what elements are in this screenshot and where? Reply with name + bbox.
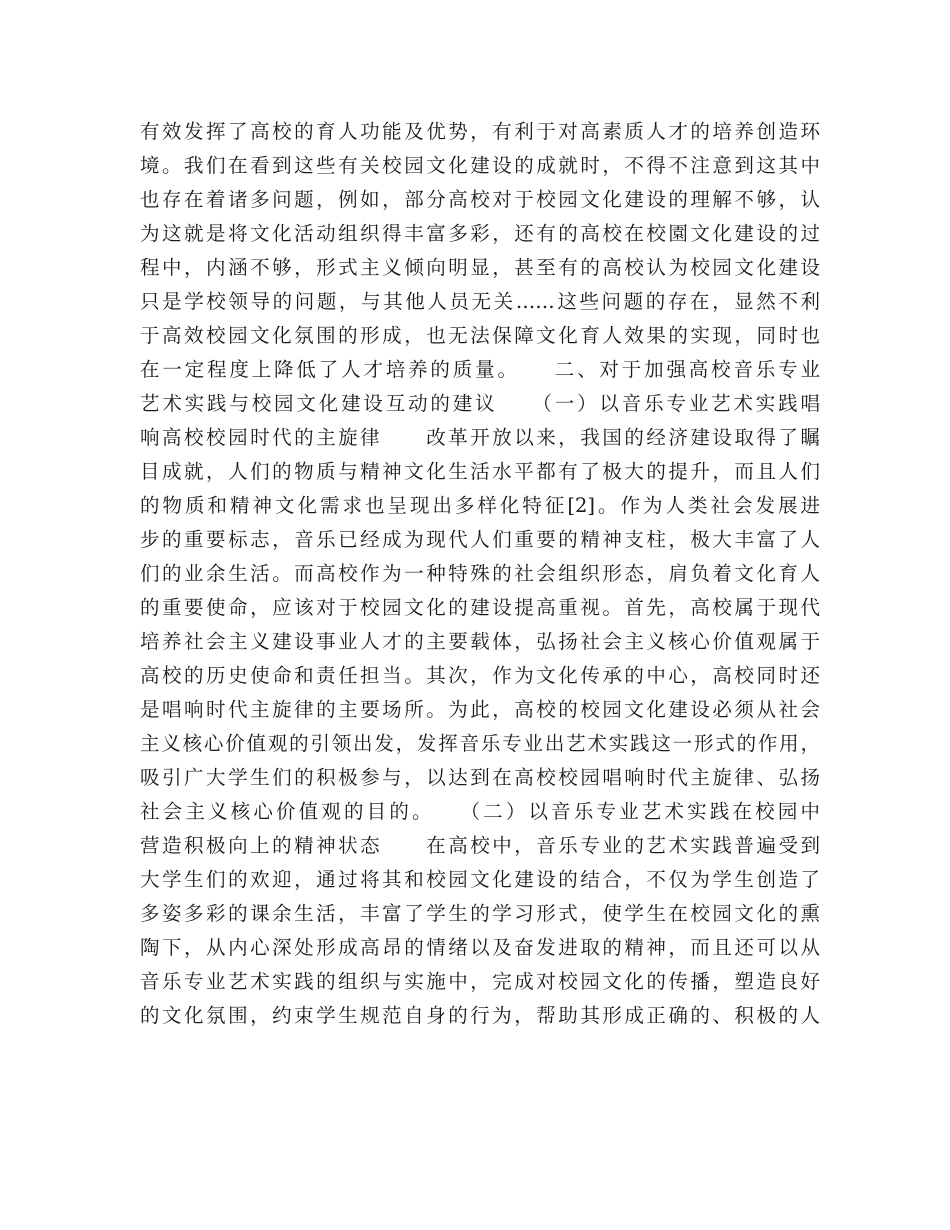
text-line: 音乐专业艺术实践的组织与实施中，完成对校园文化的传播，塑造良好 — [140, 970, 820, 993]
text-line: 大学生们的欢迎，通过将其和校园文化建设的结合，不仅为学生创造了 — [140, 868, 820, 891]
text-line: 程中，内涵不够，形式主义倾向明显，甚至有的高校认为校园文化建设 — [140, 256, 820, 279]
text-line: 的文化氛围，约束学生规范自身的行为，帮助其形成正确的、积极的人 — [140, 1004, 820, 1027]
text-line: 境。我们在看到这些有关校园文化建设的成就时，不得不注意到这其中 — [140, 154, 820, 177]
text-line: 吸引广大学生们的积极参与，以达到在高校校园唱响时代主旋律、弘扬 — [140, 766, 820, 789]
text-line: 也存在着诸多问题，例如，部分高校对于校园文化建设的理解不够，认 — [140, 188, 820, 211]
text-line: 于高效校园文化氛围的形成，也无法保障文化育人效果的实现，同时也 — [140, 324, 820, 347]
text-line: 多姿多彩的课余生活，丰富了学生的学习形式，使学生在校园文化的熏 — [140, 902, 820, 925]
text-line: 营造积极向上的精神状态 在高校中，音乐专业的艺术实践普遍受到 — [140, 834, 820, 857]
body-text — [140, 115, 820, 1033]
text-line: 只是学校领导的问题，与其他人员无关……这些问题的存在，显然不利 — [140, 290, 820, 313]
text-line: 是唱响时代主旋律的主要场所。为此，高校的校园文化建设必须从社会 — [140, 698, 820, 721]
text-line: 响高校校园时代的主旋律 改革开放以来，我国的经济建设取得了瞩 — [140, 426, 820, 449]
text-line: 培养社会主义建设事业人才的主要载体，弘扬社会主义核心价值观属于 — [140, 630, 820, 653]
text-line: 陶下，从内心深处形成高昂的情绪以及奋发进取的精神，而且还可以从 — [140, 936, 820, 959]
text-line: 的物质和精神文化需求也呈现出多样化特征[2]。作为人类社会发展进 — [140, 494, 820, 517]
text-line: 们的业余生活。而高校作为一种特殊的社会组织形态，肩负着文化育人 — [140, 562, 820, 585]
text-line: 主义核心价值观的引领出发，发挥音乐专业出艺术实践这一形式的作用， — [140, 732, 820, 755]
text-line: 的重要使命，应该对于校园文化的建设提高重视。首先，高校属于现代 — [140, 596, 820, 619]
text-line: 为这就是将文化活动组织得丰富多彩，还有的高校在校園文化建设的过 — [140, 222, 820, 245]
text-line: 在一定程度上降低了人才培养的质量。 二、对于加强高校音乐专业 — [140, 358, 820, 381]
text-line: 有效发挥了高校的育人功能及优势，有利于对高素质人才的培养创造环 — [140, 120, 820, 143]
text-line: 高校的历史使命和责任担当。其次，作为文化传承的中心，高校同时还 — [140, 664, 820, 687]
text-line: 步的重要标志，音乐已经成为现代人们重要的精神支柱，极大丰富了人 — [140, 528, 820, 551]
text-line: 目成就，人们的物质与精神文化生活水平都有了极大的提升，而且人们 — [140, 460, 820, 483]
text-line: 艺术实践与校园文化建设互动的建议 （一）以音乐专业艺术实践唱 — [140, 392, 820, 415]
text-line: 社会主义核心价值观的目的。 （二）以音乐专业艺术实践在校园中 — [140, 800, 820, 823]
